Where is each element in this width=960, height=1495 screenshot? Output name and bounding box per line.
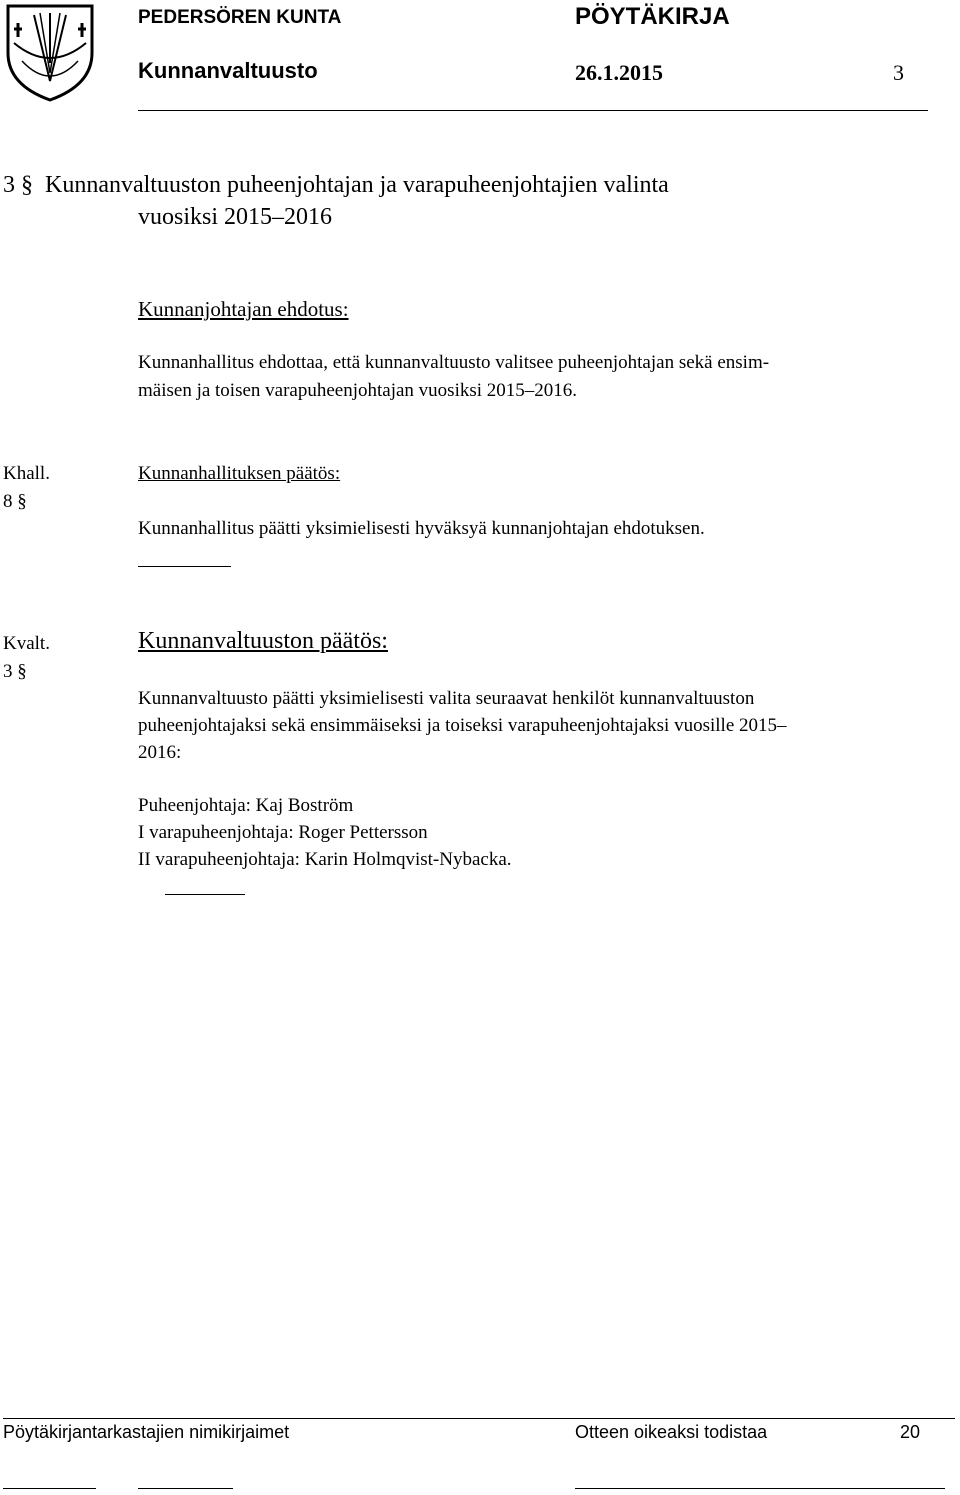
council-end-rule — [165, 894, 245, 895]
item-title-line2: vuosiksi 2015–2016 — [138, 204, 333, 230]
signature-line-2 — [138, 1488, 233, 1489]
council-decision-heading: Kunnanvaltuuston päätös: — [138, 628, 388, 654]
organization-name: PEDERSÖREN KUNTA — [138, 7, 342, 28]
board-decision-heading: Kunnanhallituksen päätös: — [138, 463, 341, 484]
item-title-line1: 3 § Kunnanvaltuuston puheenjohtajan ja varapuheenjohtajien valinta — [3, 172, 669, 198]
footer-page-number: 20 — [900, 1422, 921, 1442]
proposal-text-line2: mäisen ja toisen varapuheenjohtajan vuosiksi 2015–2016. — [138, 380, 578, 401]
board-end-rule — [138, 566, 231, 567]
second-vice-chair-line: II varapuheenjohtaja: Karin Holmqvist-Nybacka. — [138, 849, 512, 870]
council-ref-section: 3 § — [3, 661, 27, 682]
header-page-number: 3 — [893, 60, 904, 85]
header-rule — [138, 110, 928, 111]
footer-top-rule — [3, 1418, 955, 1419]
meeting-date: 26.1.2015 — [575, 60, 663, 85]
council-ref-label: Kvalt. — [3, 633, 50, 654]
proposal-text-line1: Kunnanhallitus ehdottaa, että kunnanvaltuusto valitsee puheenjohtajan sekä ensim- — [138, 352, 770, 373]
footer-certified-label: Otteen oikeaksi todistaa — [575, 1422, 768, 1442]
first-vice-chair-line: I varapuheenjohtaja: Roger Pettersson — [138, 822, 428, 843]
footer-initials-label: Pöytäkirjantarkastajien nimikirjaimet — [3, 1422, 290, 1442]
board-ref-label: Khall. — [3, 463, 50, 484]
council-decision-text-line3: 2016: — [138, 742, 182, 763]
coat-of-arms-logo — [4, 3, 96, 103]
council-decision-text-line1: Kunnanvaltuusto päätti yksimielisesti valita seuraavat henkilöt kunnanvaltuuston — [138, 688, 755, 709]
body-name: Kunnanvaltuusto — [138, 58, 318, 83]
signature-line-3 — [575, 1488, 945, 1489]
document-type: PÖYTÄKIRJA — [575, 3, 730, 30]
board-ref-section: 8 § — [3, 491, 27, 512]
council-decision-text-line2: puheenjohtajaksi sekä ensimmäiseksi ja toiseksi varapuheenjohtajaksi vuosille 2015– — [138, 715, 787, 736]
proposal-heading: Kunnanjohtajan ehdotus: — [138, 297, 349, 321]
signature-line-1 — [3, 1488, 96, 1489]
board-decision-text: Kunnanhallitus päätti yksimielisesti hyväksyä kunnanjohtajan ehdotuksen. — [138, 518, 705, 539]
chairperson-line: Puheenjohtaja: Kaj Boström — [138, 795, 354, 816]
